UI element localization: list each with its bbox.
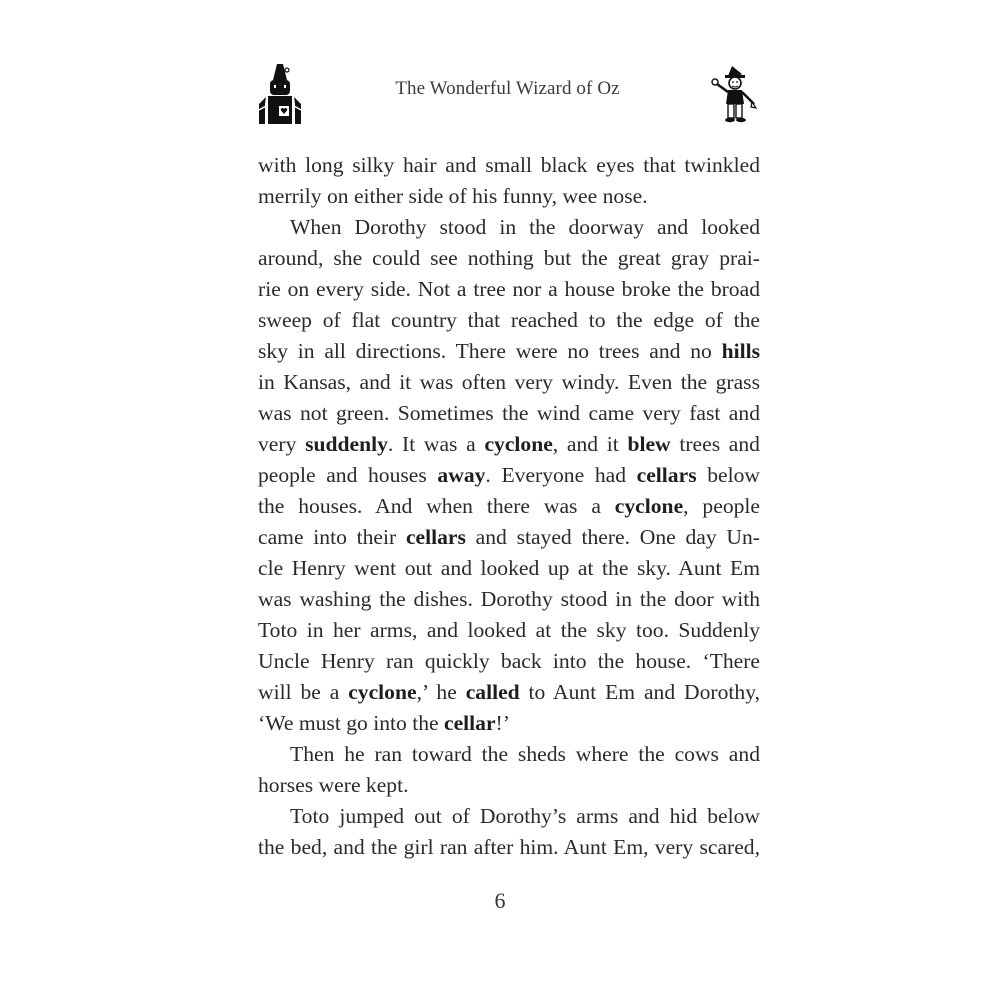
bold-word: called (465, 680, 520, 704)
text-line (258, 243, 760, 274)
text-segment: sweep of flat country that reached to the edge of the (258, 308, 760, 332)
text-line (258, 832, 760, 863)
text-line (258, 460, 760, 491)
bold-word: cellar (443, 711, 496, 735)
bold-word: away (437, 463, 486, 487)
bold-word: blew (627, 432, 671, 456)
text-line (258, 801, 760, 832)
text-segment: in Kansas, and it was often very windy. Even the grass (258, 370, 760, 394)
text-segment: and stayed there. One day Un- (465, 525, 760, 549)
text-line (258, 615, 760, 646)
text-line (258, 274, 760, 305)
text-line (258, 584, 760, 615)
text-segment: below (696, 463, 760, 487)
text-line (258, 367, 760, 398)
text-segment: very (258, 432, 306, 456)
text-line (258, 522, 760, 553)
text-segment: the houses. And when there was a (258, 494, 615, 518)
page-header (255, 62, 760, 126)
text-segment: was washing the dishes. Dorothy stood in the door with (258, 587, 760, 611)
text-line (258, 646, 760, 677)
text-segment: sky in all directions. There were no trees and no (258, 339, 722, 363)
text-line (258, 150, 760, 181)
text-line (258, 336, 760, 367)
running-title: The Wonderful Wizard of Oz (395, 78, 620, 99)
text-segment: people and houses (258, 463, 438, 487)
bold-word: cyclone (614, 494, 684, 518)
text-segment: came into their (258, 525, 406, 549)
text-segment: ,’ he (416, 680, 466, 704)
text-segment: will be a (258, 680, 349, 704)
text-line (258, 739, 760, 770)
text-line (258, 398, 760, 429)
text-line (258, 212, 760, 243)
text-segment: Uncle Henry ran quickly back into the house. ‘There (258, 649, 760, 673)
text-segment: around, she could see nothing but the great gray prai- (258, 246, 760, 270)
text-segment: was not green. Sometimes the wind came very fast and (258, 401, 760, 425)
text-segment: ‘We must go into the (258, 711, 444, 735)
text-segment: Toto jumped out of Dorothy’s arms and hid below (290, 804, 760, 828)
text-line (258, 305, 760, 336)
text-segment: . It was a (387, 432, 485, 456)
text-segment: Toto in her arms, and looked at the sky too. Suddenly (258, 618, 760, 642)
text-segment: with long silky hair and small black eyes that twinkled (258, 153, 760, 177)
text-segment: , and it (552, 432, 628, 456)
bold-word: cellars (636, 463, 697, 487)
text-segment: Then he ran toward the sheds where the cows and (290, 742, 760, 766)
text-line (258, 708, 760, 739)
text-segment: !’ (495, 711, 510, 735)
text-line (258, 491, 760, 522)
bold-word: cyclone (348, 680, 417, 704)
text-segment: horses were kept. (258, 773, 409, 797)
text-segment: to Aunt Em and Dorothy, (519, 680, 760, 704)
text-line (258, 429, 760, 460)
text-segment: . Everyone had (485, 463, 637, 487)
text-line (258, 677, 760, 708)
text-line (258, 181, 760, 212)
text-segment: merrily on either side of his funny, wee nose. (258, 184, 648, 208)
text-segment: trees and (670, 432, 760, 456)
page-number: 6 (494, 888, 506, 913)
scarecrow-icon (708, 64, 758, 124)
text-segment: , people (683, 494, 760, 518)
bold-word: cyclone (484, 432, 553, 456)
text-segment: rie on every side. Not a tree nor a house broke the broad (258, 277, 760, 301)
bold-word: hills (721, 339, 760, 363)
text-line (258, 770, 760, 801)
bold-word: cellars (405, 525, 466, 549)
bold-word: suddenly (305, 432, 388, 456)
body-text (258, 150, 760, 863)
text-segment: cle Henry went out and looked up at the sky. Aunt Em (258, 556, 760, 580)
text-segment: the bed, and the girl ran after him. Aunt Em, very scared, (258, 835, 760, 859)
text-segment: When Dorothy stood in the doorway and looked (290, 215, 760, 239)
text-line (258, 553, 760, 584)
